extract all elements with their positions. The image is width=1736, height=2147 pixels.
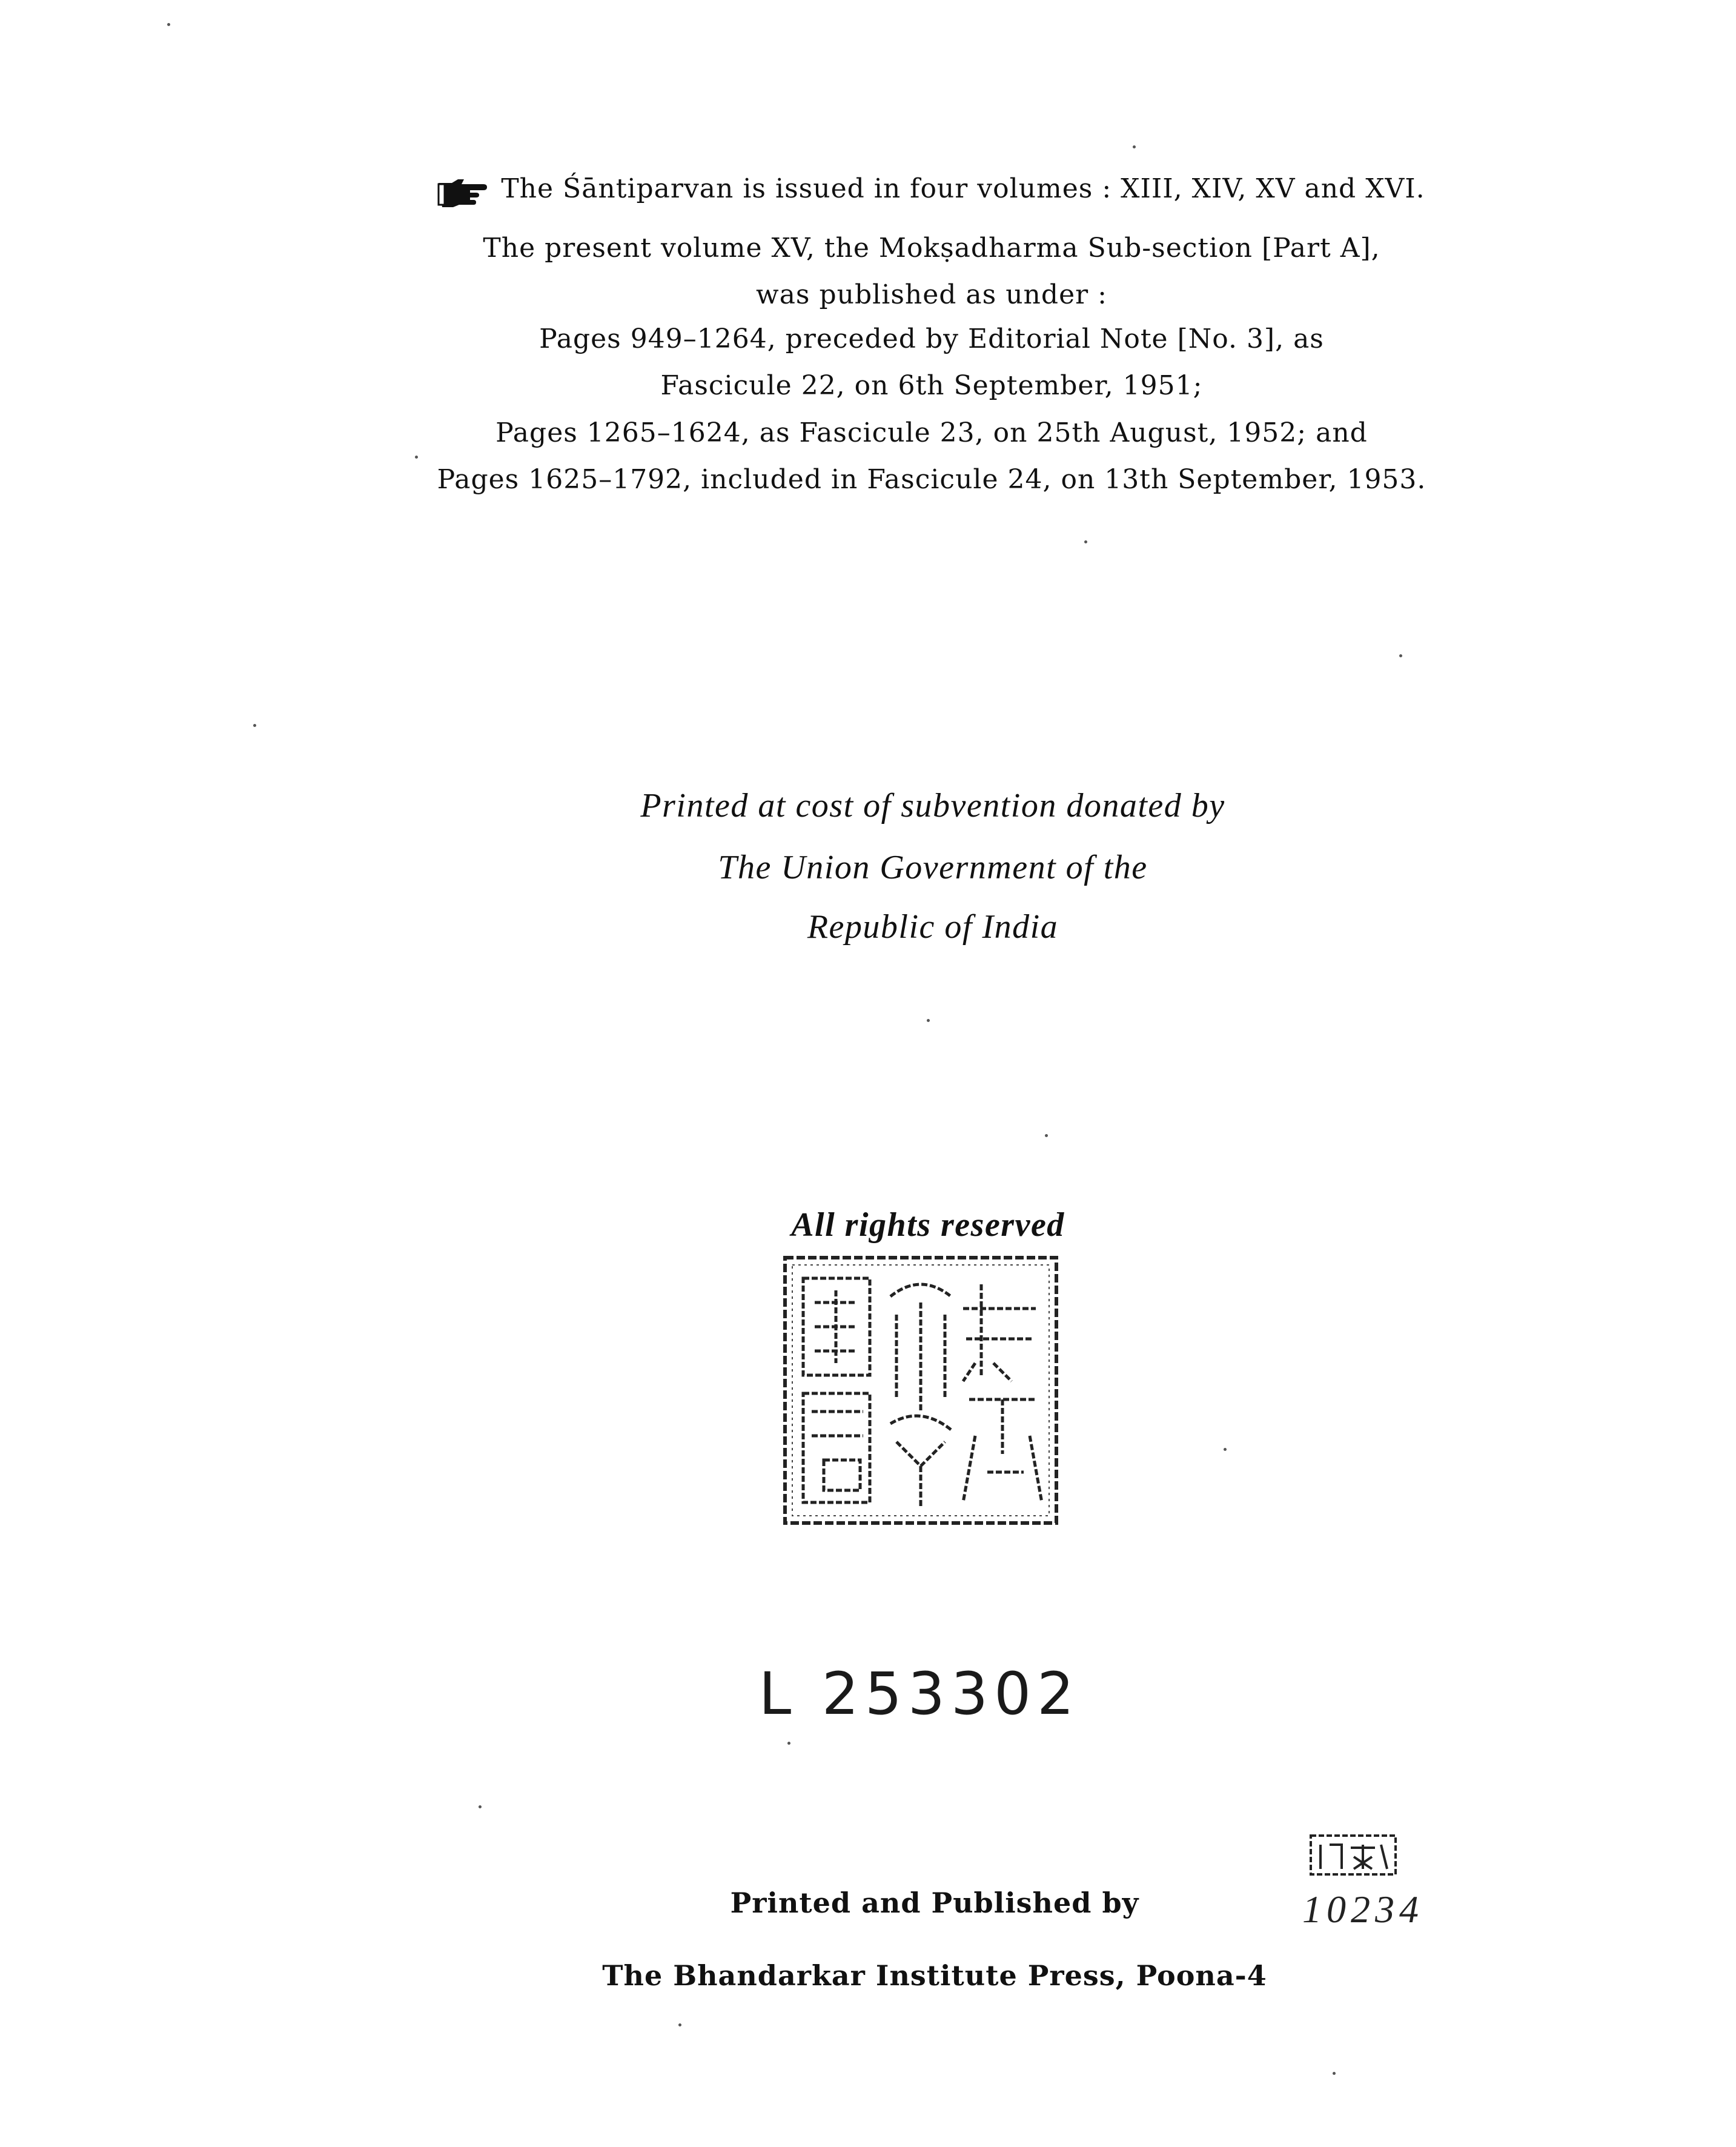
accession-number: L 253302 [758,1660,1081,1728]
scan-speck [787,1742,790,1745]
library-mark-number: 10234 [1302,1888,1423,1931]
scan-speck [1133,145,1136,148]
scan-speck [415,456,418,459]
subvention-line-1: Printed at cost of subvention donated by [640,787,1225,825]
notice-pages-1265-line: Pages 1265–1624, as Fascicule 23, on 25th August, 1952; and [495,417,1368,448]
publisher-line-2: The Bhandarkar Institute Press, Poona-4 [602,1959,1267,1992]
scan-speck [1084,540,1087,543]
scan-speck [927,1019,930,1022]
notice-fascicule-22-line: Fascicule 22, on 6th September, 1951; [660,370,1203,401]
subvention-line-3: Republic of India [807,908,1059,946]
notice-present-volume-line: The present volume XV, the Mokṣadharma Sub-section [Part A], [483,233,1380,264]
scan-speck [1045,1134,1048,1137]
scan-speck [678,2023,681,2026]
subvention-line-2: The Union Government of the [718,849,1148,886]
publisher-line-1: Printed and Published by [730,1887,1139,1919]
notice-volumes-line: The Śāntiparvan is issued in four volumes : XIII, XIV, XV and XVI. [501,173,1425,204]
notice-pages-1625-line: Pages 1625–1792, included in Fascicule 24, on 13th September, 1953. [437,464,1426,495]
scan-speck [1224,1448,1227,1451]
scan-speck [1399,654,1402,657]
scan-speck [167,23,170,26]
library-seal-stamp [781,1254,1060,1527]
scan-speck [479,1805,482,1808]
notice-pages-949-line: Pages 949–1264, preceded by Editorial Note [No. 3], as [539,324,1324,354]
scan-speck [1333,2072,1336,2075]
scan-speck [253,724,256,727]
rights-reserved: All rights reserved [791,1206,1065,1244]
notice-published-line: was published as under : [756,279,1107,310]
